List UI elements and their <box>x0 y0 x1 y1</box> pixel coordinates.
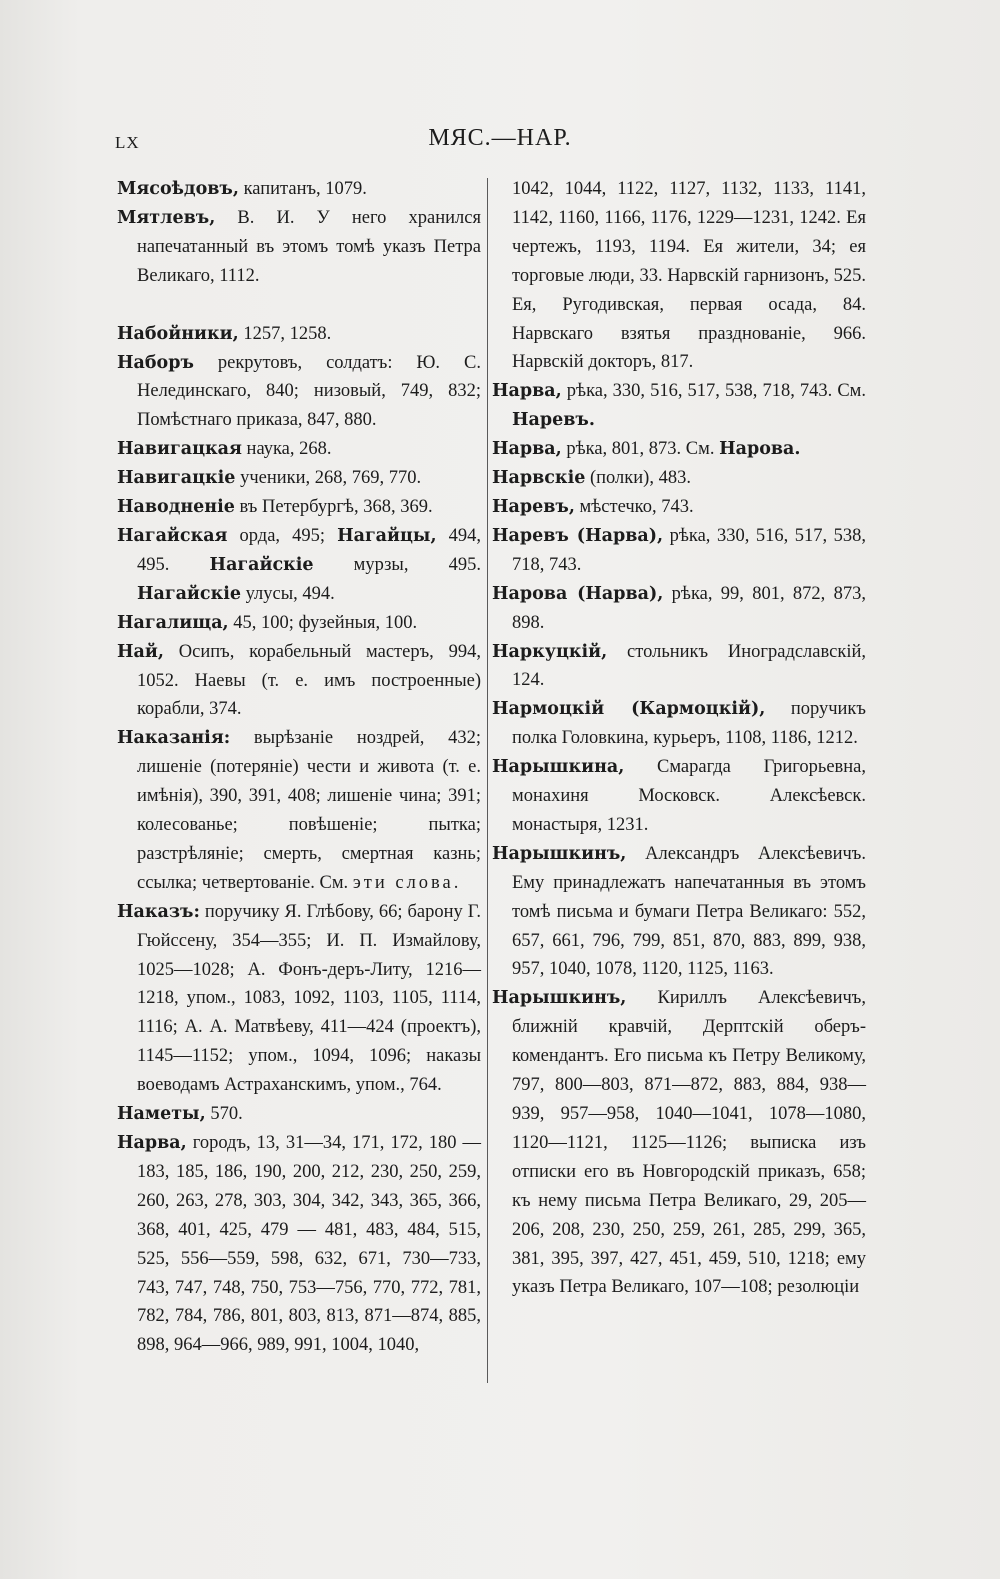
index-entry: Нарышкина, Смарагда Григорьевна, монахиня Московск. Алексѣевск. монастыря, 1231. <box>492 757 866 835</box>
index-entry: Наказанія: вырѣзаніе ноздрей, 432; лишеніе (потеряніе) чести и живота (т. е. имѣнія), 390, 391, 408; лишеніе чина; 391; колесованье; повѣшеніе; пытка; разстрѣляніе; смерть, смертная казнь; ссылка; четвертованіе. См. эти слова. <box>117 728 481 893</box>
running-head: МЯС.—НАР. <box>428 125 572 151</box>
index-entry: Наборъ рекрутовъ, солдатъ: Ю. С. Нелединскаго, 840; низовый, 749, 832; Помѣстнаго приказа, 847, 880. <box>117 352 481 431</box>
index-entry: Нарышкинъ, Александръ Алексѣевичъ. Ему принадлежатъ напечатанныя въ этомъ томѣ письма и бумаги Петра Великаго: 552, 657, 661, 796, 799, 851, 870, 883, 899, 938, 957, 1040, 1078, 1120, 1125, 1163. <box>492 843 866 980</box>
index-entry: Нагайская орда, 495; Нагайцы, 494, 495. Нагайскіе мурзы, 495. Нагайскіе улусы, 494. <box>117 525 482 604</box>
index-entry-continuation: 1042, 1044, 1122, 1127, 1132, 1133, 1141, 1142, 1160, 1166, 1176, 1229—1231, 1242. Ея чертежъ, 1193, 1194. Ея жители, 34; ея торговые люди, 33. Нарвскій гарнизонъ, 525. Ея, Ругодивская, первая осада, 84. Нарвскаго взятья празднованіе, 966. Нарвскій докторъ, 817. <box>512 179 866 373</box>
index-entry: Навигацкая наука, 268. <box>117 439 332 460</box>
right-column <box>492 175 866 1302</box>
index-entry: Набойники, 1257, 1258. <box>117 323 332 344</box>
index-entry: Мятлевъ, В. И. У него хранился напечатанный въ этомъ томѣ указъ Петра Великаго, 1112. <box>117 207 481 286</box>
column-divider <box>487 178 488 1383</box>
left-column <box>117 175 481 1360</box>
page-number: LX <box>115 133 140 152</box>
index-entry: Наводненіе въ Петербургѣ, 368, 369. <box>117 497 433 518</box>
index-entry: Нармоцкій (Кармоцкій), поручикъ полка Головкина, курьеръ, 1108, 1186, 1212. <box>492 699 866 749</box>
index-entry: Нарва, городъ, 13, 31—34, 171, 172, 180 — 183, 185, 186, 190, 200, 212, 230, 250, 259, 260, 263, 278, 303, 304, 342, 343, 365, 366, 368, 401, 425, 479 — 481, 483, 484, 515, 525, 556—559, 598, 632, 671, 730—733, 743, 747, 748, 750, 753—756, 770, 772, 781, 782, 784, 786, 801, 803, 813, 871—874, 885, 898, 964—966, 989, 991, 1004, 1040, <box>117 1133 481 1356</box>
index-entry: Навигацкіе ученики, 268, 769, 770. <box>117 468 422 489</box>
index-entry: Мясоѣдовъ, капитанъ, 1079. <box>117 179 367 199</box>
index-entry: Наметы, 570. <box>117 1104 243 1125</box>
index-entry: Нагалища, 45, 100; фузейныя, 100. <box>117 612 418 633</box>
index-entry: Наревъ (Нарва), рѣка, 330, 516, 517, 538, 718, 743. <box>492 525 866 575</box>
index-entry: Наревъ, мѣстечко, 743. <box>492 496 694 517</box>
index-entry: Нарва, рѣка, 330, 516, 517, 538, 718, 743. См. Наревъ. <box>492 381 866 431</box>
index-entry: Наркуцкій, стольникъ Иноградславскій, 124. <box>492 641 866 691</box>
index-entry: Нарова (Нарва), рѣка, 99, 801, 872, 873, 898. <box>492 583 866 633</box>
index-entry: Нарвскіе (полки), 483. <box>492 468 691 489</box>
index-entry: Нарва, рѣка, 801, 873. См. Нарова. <box>492 439 801 460</box>
index-entry: Най, Осипъ, корабельный мастеръ, 994, 1052. Наевы (т. е. имъ построенные) корабли, 374. <box>117 641 481 720</box>
index-entry: Наказъ: поручику Я. Глѣбову, 66; барону Г. Гюйссену, 354—355; И. П. Измайлову, 1025—1028; А. Фонъ-деръ-Литу, 1216—1218, упом., 1083, 1092, 1103, 1105, 1114, 1116; А. А. Матвѣеву, 411—424 (проектъ), 1145—1152; упом., 1094, 1096; наказы воеводамъ Астраханскимъ, упом., 764. <box>117 901 481 1096</box>
index-entry: Нарышкинъ, Кириллъ Алексѣевичъ, ближній кравчій, Дерптскій оберъ-комендантъ. Его письма къ Петру Великому, 797, 800—803, 871—872, 883, 884, 938—939, 957—958, 1040—1041, 1078—1080, 1120—1121, 1125—1126; выписка изъ отписки его въ Новгородскій приказъ, 658; къ нему письма Петра Великаго, 29, 205—206, 208, 230, 250, 259, 261, 285, 299, 365, 381, 395, 397, 427, 451, 459, 510, 1218; ему указъ Петра Великаго, 107—108; резолюціи <box>492 988 866 1298</box>
